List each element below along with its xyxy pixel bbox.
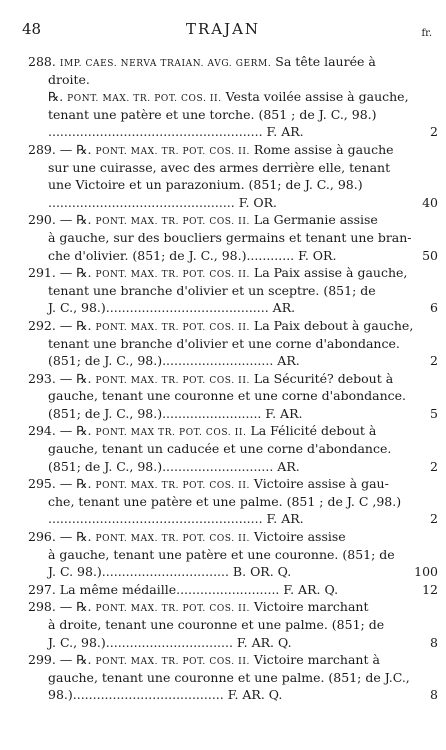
description-text: ...................................................... F. AR.	[48, 511, 304, 527]
description-text: La Félicité debout à	[246, 423, 377, 439]
description-text: La Sécurité? debout à	[249, 370, 394, 386]
description-text: 289. — ℞.	[28, 141, 96, 157]
price-value: 50	[422, 247, 438, 263]
description-text: 98.)...................................... F. AR. Q.	[48, 687, 283, 703]
page-number: 48	[22, 20, 42, 38]
price-value: 8	[430, 634, 438, 650]
description-text: droite.	[48, 71, 90, 87]
entry-line	[0, 352, 446, 370]
description-text: ............................................... F. OR.	[48, 194, 278, 210]
catalogue-entry	[0, 211, 446, 264]
entry-line	[0, 475, 446, 493]
catalogue-entry	[0, 317, 446, 370]
legend-text: PONT. MAX. TR. POT. COS. II.	[95, 270, 250, 281]
entry-line	[0, 247, 446, 265]
description-text: gauche, tenant une couronne et une corne d'abondance.	[48, 388, 407, 404]
entry-line	[0, 528, 446, 546]
entry-line	[0, 53, 446, 71]
price-value: 2	[430, 124, 438, 140]
description-text: une Victoire et un parazonium. (851; de J. C., 98.)	[48, 177, 363, 193]
entry-line	[0, 422, 446, 440]
entry-line	[0, 282, 446, 300]
entry-line	[0, 176, 446, 194]
entry-line	[0, 159, 446, 177]
description-text: J. C., 98.)......................................... AR.	[48, 300, 296, 316]
legend-text: PONT. MAX. TR. POT. COS. II.	[95, 322, 250, 333]
price-value: 2	[430, 511, 438, 527]
description-text: La Paix assise à gauche,	[249, 265, 408, 281]
description-text: La Germanie assise	[249, 212, 378, 228]
catalogue-entry	[0, 141, 446, 211]
description-text: Victoire marchant à	[249, 652, 380, 668]
description-text: 298. — ℞.	[28, 599, 96, 615]
catalogue-entry	[0, 581, 446, 599]
price-value: 6	[430, 300, 438, 316]
legend-text: PONT. MAX. TR. POT. COS. II.	[95, 217, 250, 228]
page-header	[0, 20, 446, 42]
description-text: à gauche, tenant une patère et une couronne. (851; de	[48, 546, 395, 562]
entry-line	[0, 211, 446, 229]
entry-line	[0, 71, 446, 89]
description-text: tenant une branche d'olivier et un sceptre. (851; de	[48, 282, 376, 298]
catalogue-entry	[0, 598, 446, 651]
catalogue-entry	[0, 528, 446, 581]
entry-line	[0, 141, 446, 159]
description-text: gauche, tenant une couronne et une palme. (851; de J.C.,	[48, 669, 410, 685]
entry-line	[0, 510, 446, 528]
price-value: 40	[422, 194, 438, 210]
description-text: Victoire assise à gau-	[249, 476, 389, 492]
entry-line	[0, 458, 446, 476]
price-value: 5	[430, 405, 438, 421]
description-text: 299. — ℞.	[28, 652, 96, 668]
description-text: (851; de J. C., 98.)......................... F. AR.	[48, 405, 303, 421]
description-text: (851; de J. C., 98.)............................ AR.	[48, 458, 300, 474]
description-text: ...................................................... F. AR.	[48, 124, 304, 140]
legend-text: PONT. MAX. TR. POT. COS. II.	[95, 604, 250, 615]
description-text: Rome assise à gauche	[249, 141, 394, 157]
entry-line	[0, 669, 446, 687]
entry-line	[0, 88, 446, 106]
entry-line	[0, 123, 446, 141]
entry-line	[0, 581, 446, 599]
description-text: J. C. 98.)................................ B. OR. Q.	[48, 564, 292, 580]
description-text: Vesta voilée assise à gauche,	[221, 89, 409, 105]
price-value: 2	[430, 353, 438, 369]
legend-text: PONT. MAX. TR. POT. COS. II.	[95, 481, 250, 492]
legend-text: PONT. MAX TR. POT. COS. II.	[95, 428, 247, 439]
description-text: ℞.	[48, 89, 68, 105]
legend-text: PONT. MAX. TR. POT. COS. II.	[95, 375, 250, 386]
entry-line	[0, 335, 446, 353]
entry-line	[0, 651, 446, 669]
legend-text: PONT. MAX. TR. POT. COS. II.	[95, 146, 250, 157]
legend-text: PONT. MAX. TR. POT. COS. II.	[67, 94, 222, 105]
description-text: sur une cuirasse, avec des armes derrière elle, tenant	[48, 159, 391, 175]
description-text: 292. — ℞.	[28, 317, 96, 333]
catalogue-entry	[0, 651, 446, 704]
catalogue-entry	[0, 53, 446, 141]
description-text: à gauche, sur des boucliers germains et tenant une bran-	[48, 229, 412, 245]
entry-line	[0, 194, 446, 212]
description-text: che d'olivier. (851; de J. C., 98.)............ F. OR.	[48, 247, 337, 263]
value-column-label: fr.	[421, 28, 432, 39]
entry-line	[0, 598, 446, 616]
entry-line	[0, 634, 446, 652]
catalogue-entry	[0, 422, 446, 475]
entry-line	[0, 405, 446, 423]
entry-line	[0, 229, 446, 247]
entry-line	[0, 370, 446, 388]
entry-line	[0, 546, 446, 564]
price-value: 2	[430, 458, 438, 474]
description-text: che, tenant une patère et une palme. (851 ; de J. C ,98.)	[48, 493, 402, 509]
description-text: tenant une branche d'olivier et une corne d'abondance.	[48, 335, 400, 351]
page-title: TRAJAN	[185, 20, 261, 38]
entry-line	[0, 616, 446, 634]
legend-text: PONT. MAX. TR. POT. COS. II.	[95, 534, 250, 545]
entry-line	[0, 264, 446, 282]
entry-line	[0, 686, 446, 704]
description-text: 288.	[28, 54, 60, 69]
description-text: 291. — ℞.	[28, 265, 96, 281]
description-text: 296. — ℞.	[28, 529, 96, 545]
entry-line	[0, 106, 446, 124]
description-text: 295. — ℞.	[28, 476, 96, 492]
price-value: 100	[414, 564, 438, 580]
price-value: 8	[430, 687, 438, 703]
catalogue-entries	[0, 53, 446, 704]
description-text: 290. — ℞.	[28, 212, 96, 228]
description-text: (851; de J. C., 98.)............................ AR.	[48, 353, 300, 369]
description-text: tenant une patère et une torche. (851 ; de J. C., 98.)	[48, 106, 377, 122]
description-text: Victoire marchant	[249, 599, 369, 615]
legend-text: PONT. MAX. TR. POT. COS. II.	[95, 657, 250, 668]
entry-line	[0, 493, 446, 511]
entry-line	[0, 563, 446, 581]
entry-line	[0, 440, 446, 458]
description-text: 294. — ℞.	[28, 423, 96, 439]
catalogue-entry	[0, 370, 446, 423]
entry-line	[0, 387, 446, 405]
description-text: La Paix debout à gauche,	[249, 317, 414, 333]
description-text: 297. La même médaille.......................... F. AR. Q.	[28, 581, 339, 597]
catalogue-entry	[0, 264, 446, 317]
description-text: à droite, tenant une couronne et une palme. (851; de	[48, 617, 385, 632]
description-text: J. C., 98.)................................ F. AR. Q.	[48, 634, 292, 650]
description-text: 293. — ℞.	[28, 370, 96, 386]
price-value: 12	[422, 581, 438, 597]
entry-line	[0, 317, 446, 335]
legend-text: IMP. CAES. NERVA TRAIAN. AVG. GERM.	[59, 59, 272, 69]
entry-line	[0, 299, 446, 317]
description-text: Sa tête laurée à	[271, 54, 376, 69]
description-text: gauche, tenant un caducée et une corne d'abondance.	[48, 441, 392, 457]
description-text: Victoire assise	[249, 529, 346, 545]
catalogue-entry	[0, 475, 446, 528]
